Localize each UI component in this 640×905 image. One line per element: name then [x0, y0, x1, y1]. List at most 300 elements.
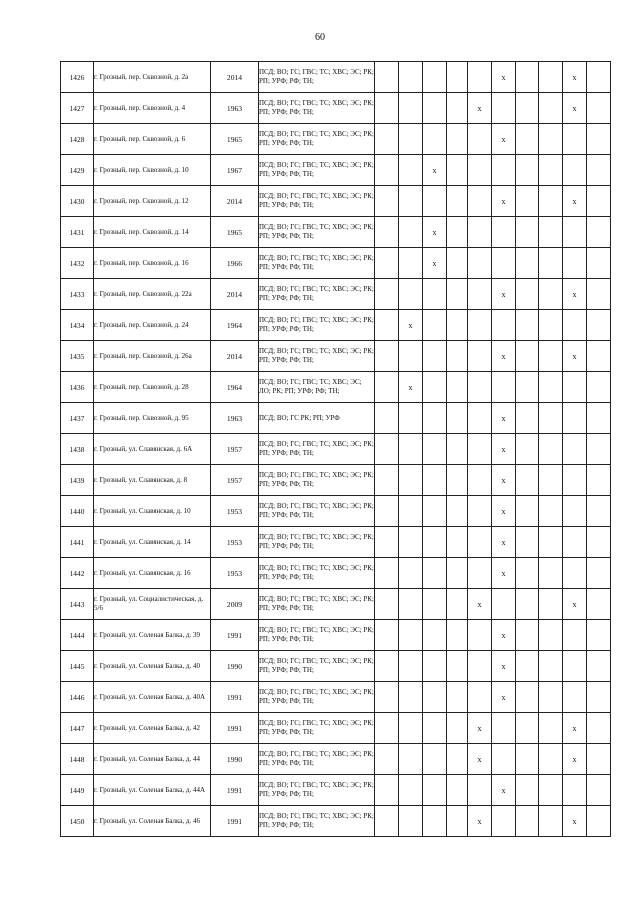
row-mark-cell	[587, 651, 611, 682]
row-mark-cell	[516, 93, 539, 124]
row-mark-cell	[423, 775, 447, 806]
row-mark-cell: x	[468, 713, 492, 744]
row-year: 1991	[211, 775, 259, 806]
row-mark-cell	[587, 744, 611, 775]
row-mark-cell	[563, 248, 587, 279]
row-mark-cell	[516, 341, 539, 372]
row-systems: ПСД; ВО; ГС; ГВС; ТС; ХВС; ЭС; РК; РП; УРФ; РФ; ТН;	[259, 93, 375, 124]
row-number: 1440	[61, 496, 94, 527]
row-mark-cell	[516, 248, 539, 279]
row-mark-cell	[539, 434, 563, 465]
row-mark-cell: x	[563, 186, 587, 217]
row-mark-cell	[539, 341, 563, 372]
row-mark-cell	[447, 682, 468, 713]
row-mark-cell	[516, 744, 539, 775]
row-mark-cell	[492, 93, 516, 124]
row-systems: ПСД; ВО; ГС; ГВС; ТС; ХВС; ЭС; РК; РП; УРФ; РФ; ТН;	[259, 124, 375, 155]
row-address: г. Грозный, пер. Сквозной, д. 14	[94, 217, 211, 248]
row-mark-cell	[375, 403, 399, 434]
row-mark-cell	[468, 620, 492, 651]
row-year: 1963	[211, 93, 259, 124]
table-row	[61, 186, 611, 217]
row-mark-cell	[539, 651, 563, 682]
row-mark-cell: x	[563, 93, 587, 124]
row-mark-cell	[516, 775, 539, 806]
row-mark-cell	[587, 682, 611, 713]
row-address: г. Грозный, пер. Сквозной, д. 95	[94, 403, 211, 434]
row-systems: ПСД; ВО; ГС; ГВС; ТС; ХВС; ЭС; РК; РП; УРФ; РФ; ТН;	[259, 186, 375, 217]
row-mark-cell	[447, 341, 468, 372]
row-number: 1431	[61, 217, 94, 248]
row-number: 1446	[61, 682, 94, 713]
row-systems: ПСД; ВО; ГС; ГВС; ТС; ХВС; ЭС; РК; РП; УРФ; РФ; ТН;	[259, 713, 375, 744]
row-number: 1441	[61, 527, 94, 558]
row-address: г. Грозный, пер. Сквозной, д. 26а	[94, 341, 211, 372]
row-mark-cell	[539, 682, 563, 713]
row-mark-cell	[516, 186, 539, 217]
row-mark-cell: x	[492, 558, 516, 589]
row-mark-cell	[375, 558, 399, 589]
row-systems: ПСД; ВО; ГС; ГВС; ТС; ХВС; ЭС; ЛО; РК; РП; УРФ; РФ; ТН;	[259, 372, 375, 403]
row-mark-cell	[563, 310, 587, 341]
row-mark-cell	[447, 155, 468, 186]
row-mark-cell	[539, 775, 563, 806]
row-address: г. Грозный, ул. Соленая Балка, д. 44А	[94, 775, 211, 806]
row-mark-cell	[399, 124, 423, 155]
table-row	[61, 341, 611, 372]
row-mark-cell	[375, 279, 399, 310]
row-mark-cell	[492, 806, 516, 837]
row-mark-cell	[492, 155, 516, 186]
row-mark-cell	[516, 155, 539, 186]
row-mark-cell	[492, 372, 516, 403]
row-year: 1991	[211, 806, 259, 837]
row-mark-cell	[423, 372, 447, 403]
row-mark-cell	[375, 465, 399, 496]
table-row	[61, 310, 611, 341]
table-row	[61, 279, 611, 310]
row-address: г. Грозный, ул. Славянская, д. 10	[94, 496, 211, 527]
row-year: 2009	[211, 589, 259, 620]
row-mark-cell	[516, 713, 539, 744]
row-year: 2014	[211, 186, 259, 217]
row-mark-cell	[399, 341, 423, 372]
row-number: 1426	[61, 62, 94, 93]
row-number: 1429	[61, 155, 94, 186]
row-mark-cell: x	[492, 124, 516, 155]
row-systems: ПСД; ВО; ГС; ГВС; ТС; ХВС; ЭС; РК; РП; УРФ; РФ; ТН;	[259, 465, 375, 496]
row-mark-cell	[399, 651, 423, 682]
row-address: г. Грозный, ул. Соленая Балка, д. 40	[94, 651, 211, 682]
row-mark-cell	[423, 744, 447, 775]
row-address: г. Грозный, ул. Соленая Балка, д. 44	[94, 744, 211, 775]
row-year: 1967	[211, 155, 259, 186]
row-mark-cell	[563, 651, 587, 682]
row-mark-cell	[539, 713, 563, 744]
row-year: 1957	[211, 465, 259, 496]
row-year: 1953	[211, 496, 259, 527]
row-mark-cell	[447, 806, 468, 837]
row-systems: ПСД; ВО; ГС; ГВС; ТС; ХВС; ЭС; РК; РП; УРФ; РФ; ТН;	[259, 496, 375, 527]
row-mark-cell: x	[423, 155, 447, 186]
row-mark-cell	[539, 806, 563, 837]
row-mark-cell	[516, 496, 539, 527]
row-mark-cell	[423, 558, 447, 589]
row-mark-cell	[423, 434, 447, 465]
row-mark-cell	[587, 620, 611, 651]
row-address: г. Грозный, пер. Сквозной, д. 28	[94, 372, 211, 403]
row-number: 1450	[61, 806, 94, 837]
row-mark-cell	[516, 558, 539, 589]
row-mark-cell	[539, 744, 563, 775]
row-mark-cell	[539, 186, 563, 217]
row-mark-cell	[375, 620, 399, 651]
row-mark-cell	[423, 124, 447, 155]
row-systems: ПСД; ВО; ГС; ГВС; ТС; ХВС; ЭС; РК; РП; УРФ; РФ; ТН;	[259, 744, 375, 775]
row-mark-cell	[468, 155, 492, 186]
row-mark-cell: x	[492, 434, 516, 465]
row-mark-cell	[587, 806, 611, 837]
row-mark-cell	[447, 558, 468, 589]
table-row	[61, 124, 611, 155]
row-mark-cell	[587, 496, 611, 527]
row-mark-cell	[516, 620, 539, 651]
row-systems: ПСД; ВО; ГС; ГВС; ТС; ХВС; ЭС; РК; РП; УРФ; РФ; ТН;	[259, 279, 375, 310]
row-mark-cell	[539, 496, 563, 527]
row-mark-cell	[375, 682, 399, 713]
row-mark-cell	[423, 279, 447, 310]
row-mark-cell	[587, 217, 611, 248]
row-mark-cell	[539, 217, 563, 248]
table-row	[61, 713, 611, 744]
row-mark-cell: x	[563, 744, 587, 775]
row-mark-cell	[468, 217, 492, 248]
row-systems: ПСД; ВО; ГС; ГВС; ТС; ХВС; ЭС; РК; РП; УРФ; РФ; ТН;	[259, 620, 375, 651]
row-mark-cell	[447, 217, 468, 248]
table-row	[61, 465, 611, 496]
row-mark-cell	[423, 713, 447, 744]
row-mark-cell	[399, 496, 423, 527]
row-address: г. Грозный, пер. Сквозной, д. 2а	[94, 62, 211, 93]
table-row	[61, 434, 611, 465]
table-row	[61, 620, 611, 651]
row-year: 1963	[211, 403, 259, 434]
row-mark-cell	[587, 93, 611, 124]
row-address: г. Грозный, ул. Соленая Балка, д. 39	[94, 620, 211, 651]
row-mark-cell	[468, 496, 492, 527]
row-mark-cell	[587, 186, 611, 217]
row-mark-cell	[516, 589, 539, 620]
row-mark-cell: x	[468, 93, 492, 124]
row-mark-cell	[539, 310, 563, 341]
row-mark-cell	[375, 496, 399, 527]
row-systems: ПСД; ВО; ГС; ГВС; ТС; ХВС; ЭС; РК; РП; УРФ; РФ; ТН;	[259, 434, 375, 465]
row-mark-cell	[492, 248, 516, 279]
row-mark-cell	[399, 434, 423, 465]
row-mark-cell	[492, 310, 516, 341]
row-mark-cell	[563, 527, 587, 558]
row-mark-cell	[399, 217, 423, 248]
row-mark-cell: x	[492, 186, 516, 217]
row-mark-cell	[516, 403, 539, 434]
row-mark-cell	[447, 620, 468, 651]
row-mark-cell	[492, 589, 516, 620]
row-mark-cell	[516, 434, 539, 465]
table-row	[61, 62, 611, 93]
row-mark-cell	[447, 775, 468, 806]
row-mark-cell	[516, 124, 539, 155]
row-mark-cell: x	[492, 62, 516, 93]
row-mark-cell	[399, 465, 423, 496]
row-mark-cell: x	[492, 279, 516, 310]
row-mark-cell	[423, 527, 447, 558]
row-mark-cell	[447, 496, 468, 527]
row-mark-cell	[468, 527, 492, 558]
table-row	[61, 155, 611, 186]
table-row	[61, 558, 611, 589]
row-mark-cell: x	[563, 806, 587, 837]
row-systems: ПСД; ВО; ГС; ГВС; ТС; ХВС; ЭС; РК; РП; УРФ; РФ; ТН;	[259, 806, 375, 837]
row-mark-cell	[375, 217, 399, 248]
row-mark-cell	[587, 248, 611, 279]
row-mark-cell	[539, 279, 563, 310]
row-systems: ПСД; ВО; ГС; ГВС; ТС; ХВС; ЭС; РК; РП; УРФ; РФ; ТН;	[259, 310, 375, 341]
row-address: г. Грозный, ул. Славянская, д. 14	[94, 527, 211, 558]
row-mark-cell	[447, 713, 468, 744]
row-mark-cell	[423, 620, 447, 651]
row-number: 1438	[61, 434, 94, 465]
row-mark-cell	[468, 124, 492, 155]
row-mark-cell	[399, 248, 423, 279]
row-mark-cell	[563, 775, 587, 806]
row-mark-cell	[539, 155, 563, 186]
row-mark-cell	[375, 775, 399, 806]
row-year: 1953	[211, 558, 259, 589]
row-address: г. Грозный, ул. Соленая Балка, д. 40А	[94, 682, 211, 713]
row-number: 1444	[61, 620, 94, 651]
row-systems: ПСД; ВО; ГС; ГВС; ТС; ХВС; ЭС; РК; РП; УРФ; РФ; ТН;	[259, 651, 375, 682]
table-row	[61, 527, 611, 558]
row-mark-cell	[399, 62, 423, 93]
row-year: 1991	[211, 713, 259, 744]
row-mark-cell	[539, 62, 563, 93]
row-mark-cell: x	[468, 806, 492, 837]
row-address: г. Грозный, пер. Сквозной, д. 6	[94, 124, 211, 155]
row-year: 2014	[211, 62, 259, 93]
row-mark-cell	[447, 93, 468, 124]
row-mark-cell	[587, 124, 611, 155]
row-year: 1964	[211, 310, 259, 341]
row-systems: ПСД; ВО; ГС; ГВС; ТС; ХВС; ЭС; РК; РП; УРФ; РФ; ТН;	[259, 248, 375, 279]
row-mark-cell	[423, 310, 447, 341]
row-systems: ПСД; ВО; ГС; ГВС; ТС; ХВС; ЭС; РК; РП; УРФ; РФ; ТН;	[259, 62, 375, 93]
row-mark-cell	[563, 217, 587, 248]
row-address: г. Грозный, пер. Сквозной, д. 4	[94, 93, 211, 124]
row-year: 1965	[211, 217, 259, 248]
row-mark-cell	[399, 682, 423, 713]
row-mark-cell: x	[563, 589, 587, 620]
row-mark-cell	[563, 496, 587, 527]
building-registry-table	[60, 61, 611, 837]
row-mark-cell	[468, 434, 492, 465]
table-row	[61, 775, 611, 806]
row-mark-cell	[468, 186, 492, 217]
row-mark-cell	[539, 248, 563, 279]
row-mark-cell	[587, 341, 611, 372]
row-address: г. Грозный, ул. Соленая Балка, д. 46	[94, 806, 211, 837]
row-mark-cell	[587, 155, 611, 186]
row-mark-cell: x	[492, 620, 516, 651]
row-number: 1433	[61, 279, 94, 310]
row-mark-cell	[587, 310, 611, 341]
row-mark-cell	[399, 93, 423, 124]
row-mark-cell	[423, 651, 447, 682]
row-mark-cell	[587, 372, 611, 403]
row-year: 1966	[211, 248, 259, 279]
row-mark-cell	[539, 558, 563, 589]
row-mark-cell: x	[492, 682, 516, 713]
row-mark-cell	[375, 186, 399, 217]
row-mark-cell	[375, 310, 399, 341]
row-number: 1449	[61, 775, 94, 806]
row-mark-cell	[468, 341, 492, 372]
row-mark-cell	[468, 651, 492, 682]
row-mark-cell	[399, 186, 423, 217]
row-mark-cell	[587, 434, 611, 465]
row-mark-cell	[423, 806, 447, 837]
row-mark-cell	[447, 434, 468, 465]
row-mark-cell	[563, 620, 587, 651]
row-year: 1957	[211, 434, 259, 465]
row-number: 1435	[61, 341, 94, 372]
table-row	[61, 806, 611, 837]
row-address: г. Грозный, ул. Соленая Балка, д. 42	[94, 713, 211, 744]
row-number: 1432	[61, 248, 94, 279]
row-mark-cell	[447, 310, 468, 341]
row-mark-cell: x	[399, 310, 423, 341]
row-mark-cell: x	[492, 465, 516, 496]
row-address: г. Грозный, ул. Социалистическая, д. 5/6	[94, 589, 211, 620]
row-number: 1428	[61, 124, 94, 155]
row-mark-cell	[375, 341, 399, 372]
row-mark-cell	[516, 682, 539, 713]
row-address: г. Грозный, ул. Славянская, д. 8	[94, 465, 211, 496]
table-row	[61, 248, 611, 279]
table-row	[61, 651, 611, 682]
row-mark-cell	[516, 62, 539, 93]
row-mark-cell: x	[423, 248, 447, 279]
row-mark-cell	[423, 341, 447, 372]
row-mark-cell	[468, 279, 492, 310]
row-mark-cell: x	[492, 496, 516, 527]
row-mark-cell	[468, 465, 492, 496]
row-mark-cell	[587, 589, 611, 620]
row-year: 2014	[211, 279, 259, 310]
row-mark-cell	[447, 589, 468, 620]
row-mark-cell	[375, 713, 399, 744]
row-mark-cell	[447, 124, 468, 155]
row-mark-cell	[375, 527, 399, 558]
row-mark-cell	[423, 403, 447, 434]
row-year: 1990	[211, 744, 259, 775]
row-address: г. Грозный, пер. Сквозной, д. 24	[94, 310, 211, 341]
row-mark-cell	[447, 744, 468, 775]
row-address: г. Грозный, пер. Сквозной, д. 22а	[94, 279, 211, 310]
row-mark-cell	[399, 806, 423, 837]
page-number: 60	[315, 32, 325, 43]
row-mark-cell	[423, 589, 447, 620]
row-number: 1448	[61, 744, 94, 775]
row-systems: ПСД; ВО; ГС; ГВС; ТС; ХВС; ЭС; РК; РП; УРФ; РФ; ТН;	[259, 558, 375, 589]
row-mark-cell	[399, 744, 423, 775]
row-mark-cell	[375, 589, 399, 620]
row-number: 1430	[61, 186, 94, 217]
row-systems: ПСД; ВО; ГС; ГВС; ТС; ХВС; ЭС; РК; РП; УРФ; РФ; ТН;	[259, 682, 375, 713]
row-mark-cell	[539, 589, 563, 620]
row-mark-cell	[492, 713, 516, 744]
row-mark-cell	[563, 682, 587, 713]
row-number: 1445	[61, 651, 94, 682]
row-mark-cell	[447, 651, 468, 682]
row-mark-cell: x	[563, 713, 587, 744]
row-mark-cell: x	[492, 651, 516, 682]
row-mark-cell	[563, 558, 587, 589]
row-systems: ПСД; ВО; ГС; ГВС; ТС; ХВС; ЭС; РК; РП; УРФ; РФ; ТН;	[259, 217, 375, 248]
row-mark-cell	[468, 62, 492, 93]
row-address: г. Грозный, пер. Сквозной, д. 16	[94, 248, 211, 279]
row-address: г. Грозный, пер. Сквозной, д. 12	[94, 186, 211, 217]
row-mark-cell	[563, 372, 587, 403]
row-mark-cell	[375, 651, 399, 682]
row-mark-cell	[447, 279, 468, 310]
row-mark-cell	[375, 806, 399, 837]
row-systems: ПСД; ВО; ГС; ГВС; ТС; ХВС; ЭС; РК; РП; УРФ; РФ; ТН;	[259, 775, 375, 806]
row-mark-cell	[539, 403, 563, 434]
row-mark-cell	[563, 124, 587, 155]
row-mark-cell	[492, 217, 516, 248]
row-mark-cell	[375, 372, 399, 403]
row-mark-cell	[423, 62, 447, 93]
table-row	[61, 496, 611, 527]
row-mark-cell	[563, 465, 587, 496]
row-year: 1953	[211, 527, 259, 558]
row-year: 2014	[211, 341, 259, 372]
row-number: 1434	[61, 310, 94, 341]
table-row	[61, 403, 611, 434]
row-mark-cell: x	[492, 775, 516, 806]
row-mark-cell	[516, 806, 539, 837]
row-mark-cell	[587, 403, 611, 434]
row-mark-cell: x	[492, 341, 516, 372]
table-row	[61, 372, 611, 403]
row-address: г. Грозный, ул. Славянская, д. 6А	[94, 434, 211, 465]
row-mark-cell	[375, 93, 399, 124]
row-mark-cell	[468, 558, 492, 589]
row-number: 1442	[61, 558, 94, 589]
row-mark-cell	[399, 620, 423, 651]
row-mark-cell	[587, 775, 611, 806]
table-body	[61, 62, 611, 837]
row-mark-cell: x	[563, 279, 587, 310]
row-mark-cell	[375, 248, 399, 279]
row-mark-cell	[447, 62, 468, 93]
table-row	[61, 682, 611, 713]
row-systems: ПСД; ВО; ГС РК; РП; УРФ	[259, 403, 375, 434]
row-mark-cell	[516, 465, 539, 496]
row-mark-cell	[399, 403, 423, 434]
row-mark-cell	[423, 465, 447, 496]
row-mark-cell	[375, 155, 399, 186]
